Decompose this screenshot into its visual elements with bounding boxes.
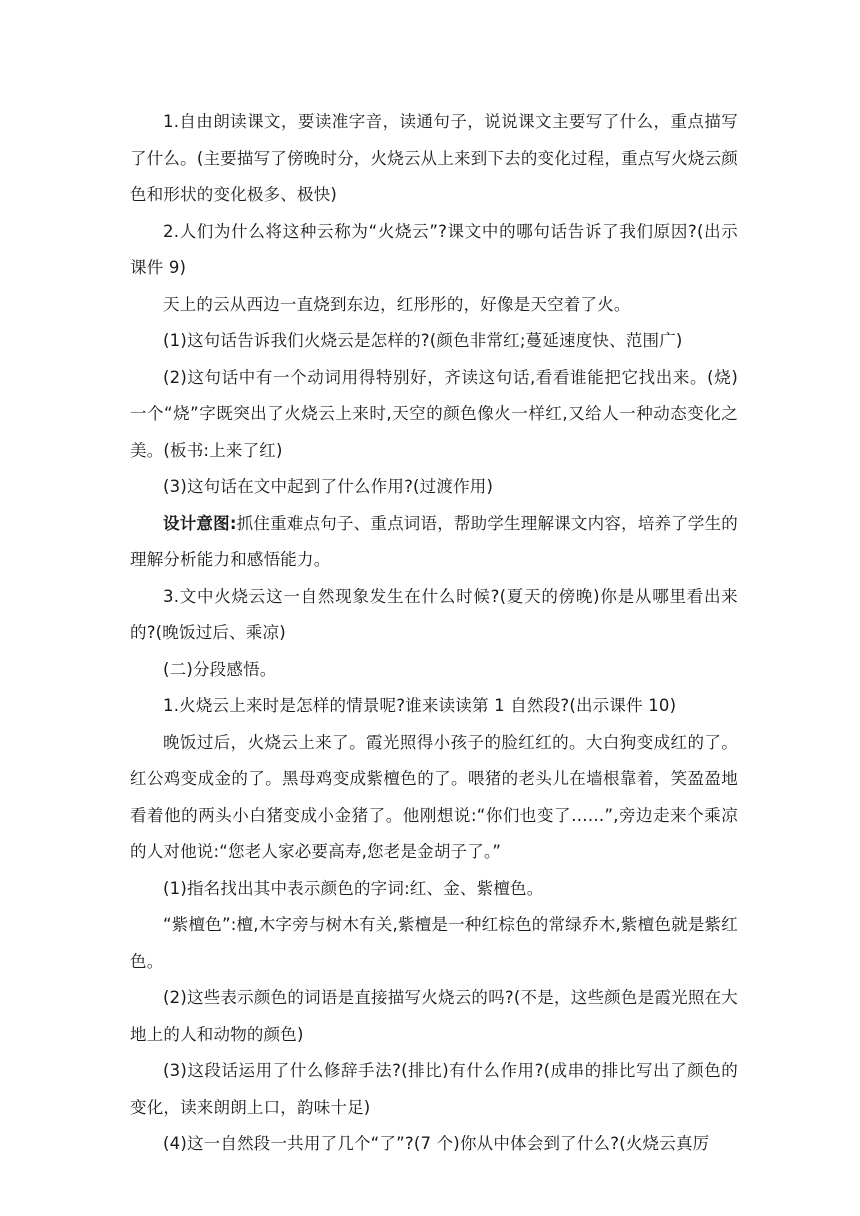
paragraph-question-time: 3.文中火烧云这一自然现象发生在什么时候?(夏天的傍晚)你是从哪里看出来的?(晚饭过后、乘凉) bbox=[130, 586, 738, 642]
paragraph-design-intent bbox=[130, 506, 738, 579]
paragraph-sub-question-2: (2)这句话中有一个动词用得特别好，齐读这句话,看看谁能把它找出来。(烧)一个“烧”字既突出了火烧云上来时,天空的颜色像火一样红,又给人一种动态变化之美。(板书:上来了红) bbox=[130, 367, 738, 460]
paragraph-sub-question-3: (3)这句话在文中起到了什么作用?(过渡作用) bbox=[163, 477, 494, 496]
design-intent-label: 设计意图: bbox=[163, 513, 237, 533]
paragraph-zitan-explanation: “紫檀色”:檀,木字旁与树木有关,紫檀是一种红棕色的常绿乔木,紫檀色就是紫红色。 bbox=[130, 915, 738, 971]
paragraph-le-question: (4)这一自然段一共用了几个“了”?(7 个)你从中体会到了什么?(火烧云真厉 bbox=[163, 1134, 710, 1153]
paragraph-color-question: (2)这些表示颜色的词语是直接描写火烧云的吗?(不是，这些颜色是霞光照在大地上的人和动物的颜色) bbox=[130, 988, 738, 1044]
document-body bbox=[130, 104, 738, 1163]
paragraph-rhetoric-question: (3)这段话运用了什么修辞手法?(排比)有什么作用?(成串的排比写出了颜色的变化，读来朗朗上口，韵味十足) bbox=[130, 1061, 738, 1117]
paragraph-quote-evening: 晚饭过后，火烧云上来了。霞光照得小孩子的脸红红的。大白狗变成红的了。红公鸡变成金的了。黑母鸡变成紫檀色的了。喂猪的老头儿在墙根靠着，笑盈盈地看着他的两头小白猪变成小金猪了。他刚想说:“你们也变了……”,旁边走来个乘凉的人对他说:“您老人家必要高寿,您老是金胡子了。” bbox=[130, 732, 738, 861]
paragraph-reading-task: 1.自由朗读课文，要读准字音，读通句子，说说课文主要写了什么，重点描写了什么。(主要描写了傍晚时分，火烧云从上来到下去的变化过程，重点写火烧云颜色和形状的变化极多、极快) bbox=[130, 112, 738, 204]
paragraph-quote-sky: 天上的云从西边一直烧到东边，红彤彤的，好像是天空着了火。 bbox=[163, 294, 631, 314]
paragraph-sub-question-1: (1)这句话告诉我们火烧云是怎样的?(颜色非常红;蔓延速度快、范围广) bbox=[163, 331, 683, 350]
paragraph-question-scene: 1.火烧云上来时是怎样的情景呢?谁来读读第 1 自然段?(出示课件 10) bbox=[163, 696, 677, 715]
paragraph-question-name: 2.人们为什么将这种云称为“火烧云”?课文中的哪句话告诉了我们原因?(出示课件 9) bbox=[130, 221, 738, 277]
paragraph-color-words: (1)指名找出其中表示颜色的字词:红、金、紫檀色。 bbox=[163, 878, 544, 898]
section-heading-segment: (二)分段感悟。 bbox=[163, 659, 277, 679]
design-intent-text: 抓住重难点句子、重点词语，帮助学生理解课文内容，培养了学生的理解分析能力和感悟能力。 bbox=[130, 513, 739, 569]
